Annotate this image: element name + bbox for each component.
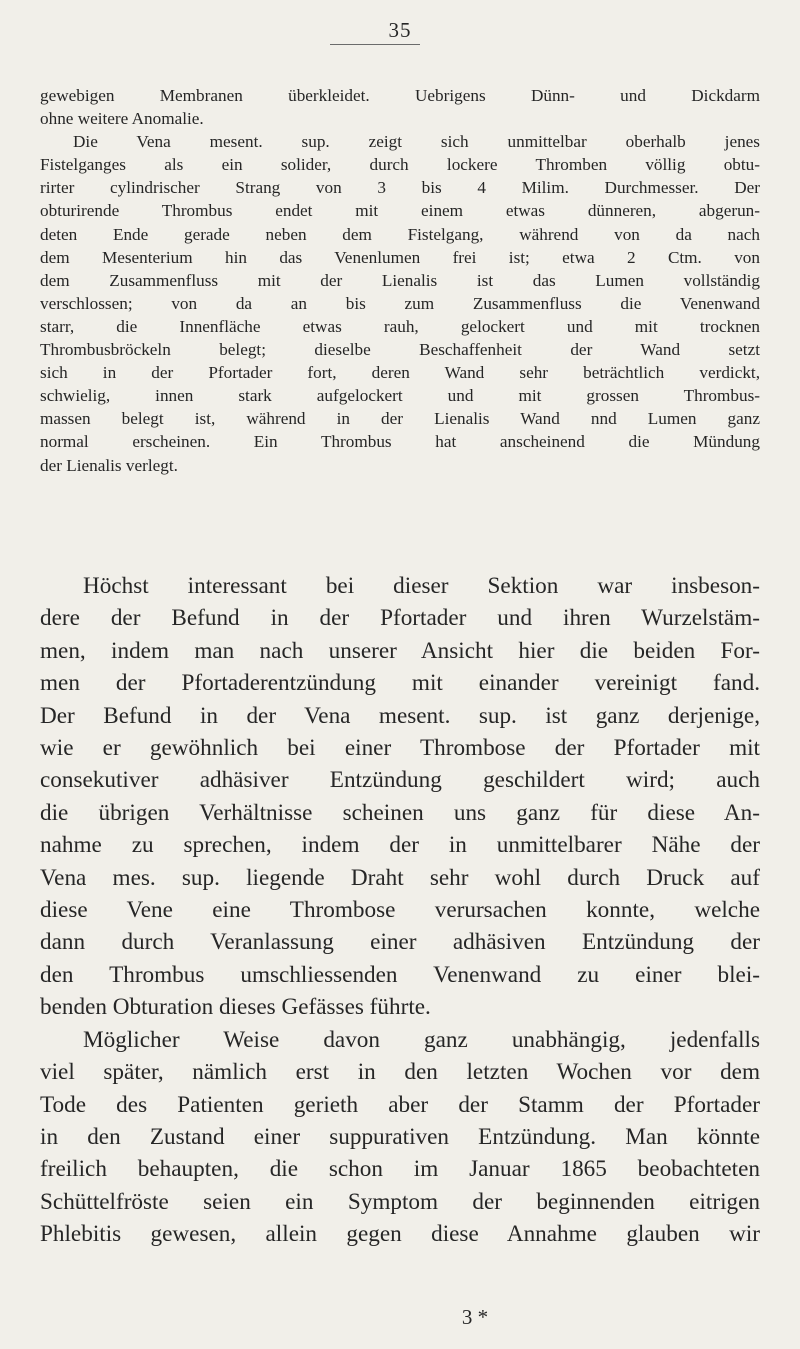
text-line: starr, die Innenfläche etwas rauh, gelockert und mit trocknen <box>40 316 760 336</box>
text-line: wie er gewöhnlich bei einer Thrombose der Pfortader mit <box>40 735 760 762</box>
text-line: Höchst interessant bei dieser Sektion war insbeson- <box>83 573 760 599</box>
small-print-block <box>40 84 760 477</box>
text-line: ohne weitere Anomalie. <box>40 109 204 129</box>
text-line: gewebigen Membranen überkleidet. Uebrigens Dünn- und Dickdarm <box>40 86 760 105</box>
text-line: Thrombusbröckeln belegt; dieselbe Beschaffenheit der Wand setzt <box>40 340 760 360</box>
text-line: der Lienalis verlegt. <box>40 455 178 475</box>
text-line: dann durch Veranlassung einer adhäsiven Entzündung der <box>40 929 760 956</box>
text-line: Die Vena mesent. sup. zeigt sich unmittelbar oberhalb jenes <box>73 132 760 152</box>
text-line: men der Pfortaderentzündung mit einander vereinigt fand. <box>40 670 760 697</box>
text-line: Phlebitis gewesen, allein gegen diese Annahme glauben wir <box>40 1221 760 1248</box>
text-line: in den Zustand einer suppurativen Entzündung. Man könnte <box>40 1123 760 1150</box>
text-line: schwielig, innen stark aufgelockert und mit grossen Thrombus- <box>40 386 760 406</box>
signature-mark-row <box>0 1305 800 1330</box>
text-line: men, indem man nach unserer Ansicht hier die beiden For- <box>40 637 760 664</box>
main-text-block <box>40 570 760 1251</box>
text-line: deten Ende gerade neben dem Fistelgang, während von da nach <box>40 224 760 244</box>
text-line: den Thrombus umschliessenden Venenwand zu einer blei- <box>40 961 760 988</box>
text-line: Schüttelfröste seien ein Symptom der beginnenden eitrigen <box>40 1188 760 1215</box>
text-line: viel später, nämlich erst in den letzten Wochen vor dem <box>40 1059 760 1086</box>
text-line: sich in der Pfortader fort, deren Wand sehr beträchtlich verdickt, <box>40 363 760 383</box>
text-line: Tode des Patienten gerieth aber der Stamm der Pfortader <box>40 1091 760 1118</box>
text-line: verschlossen; von da an bis zum Zusammenfluss die Venenwand <box>40 293 760 313</box>
text-line: Der Befund in der Vena mesent. sup. ist ganz derjenige, <box>40 702 760 729</box>
page-number-rule <box>330 44 420 45</box>
text-line: dem Mesenterium hin das Venenlumen frei ist; etwa 2 Ctm. von <box>40 247 760 267</box>
text-line: Fistelganges als ein solider, durch lockere Thromben völlig obtu- <box>40 155 760 175</box>
text-line: freilich behaupten, die schon im Januar 1865 beobachteten <box>40 1156 760 1183</box>
text-line: benden Obturation dieses Gefässes führte. <box>40 994 431 1021</box>
text-line: massen belegt ist, während in der Lienalis Wand nnd Lumen ganz <box>40 409 760 429</box>
text-line: obturirende Thrombus endet mit einem etwas dünneren, abgerun- <box>40 201 760 221</box>
text-line: Möglicher Weise davon ganz unabhängig, jedenfalls <box>83 1026 760 1053</box>
text-line: Vena mes. sup. liegende Draht sehr wohl durch Druck auf <box>40 864 760 891</box>
page-number: 35 <box>388 18 412 42</box>
text-line: dem Zusammenfluss mit der Lienalis ist das Lumen vollständig <box>40 270 760 290</box>
text-line: nahme zu sprechen, indem der in unmittelbarer Nähe der <box>40 832 760 859</box>
text-line: dere der Befund in der Pfortader und ihren Wurzelstäm- <box>40 605 760 632</box>
text-line: rirter cylindrischer Strang von 3 bis 4 Milim. Durchmesser. Der <box>40 178 760 198</box>
text-line: die übrigen Verhältnisse scheinen uns ganz für diese An- <box>40 799 760 826</box>
text-line: normal erscheinen. Ein Thrombus hat anscheinend die Mündung <box>40 432 760 452</box>
signature-mark: 3 * <box>461 1305 489 1329</box>
text-line: diese Vene eine Thrombose verursachen konnte, welche <box>40 897 760 924</box>
text-line: consekutiver adhäsiver Entzündung geschildert wird; auch <box>40 767 760 794</box>
